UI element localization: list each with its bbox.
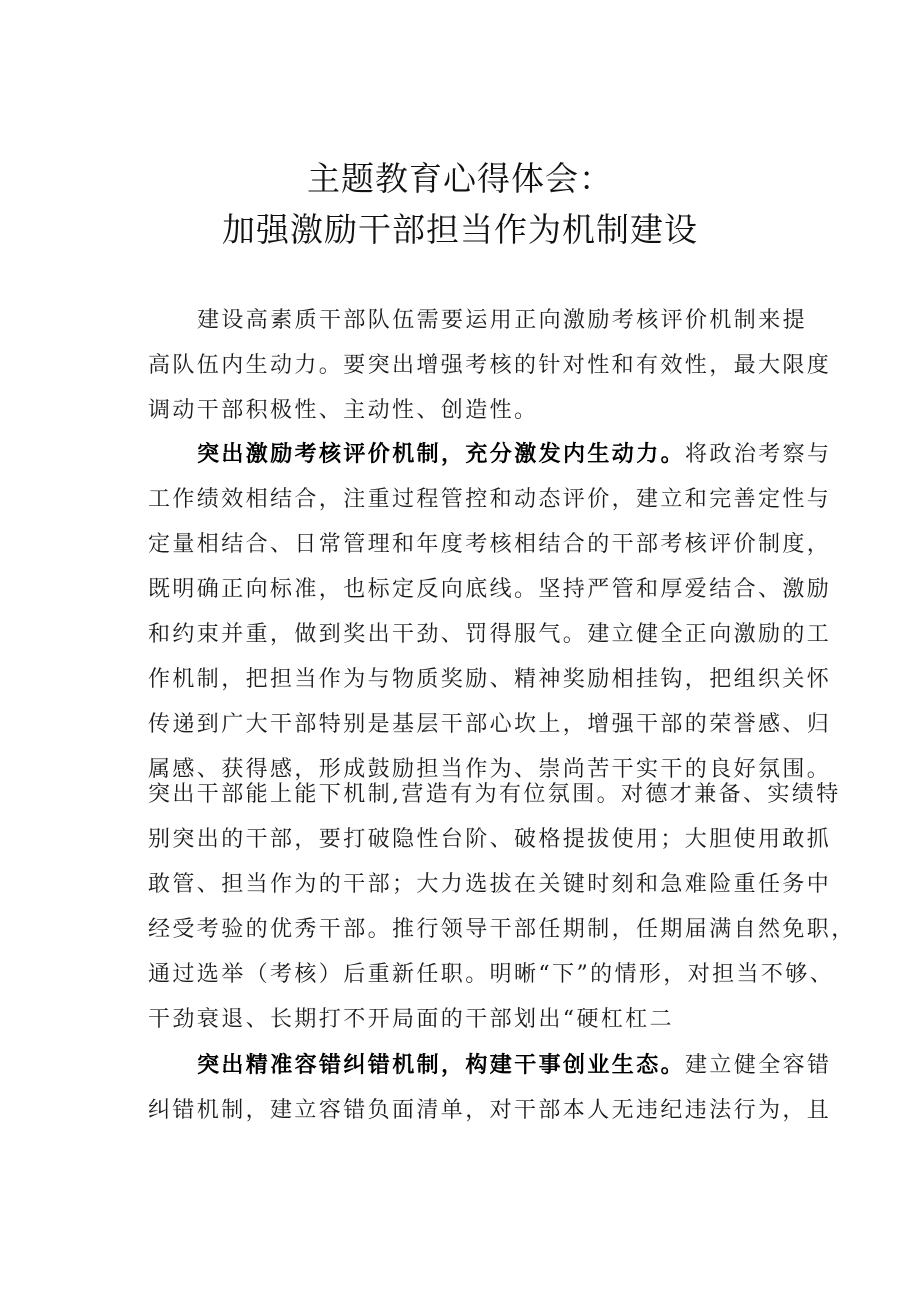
text-line	[148, 432, 832, 477]
text-line: 干劲衰退、长期打不开局面的干部划出“硬杠杠二	[148, 1007, 675, 1032]
paragraph-lead-heading: 突出精准容错纠错机制，构建干事创业生态。	[197, 1052, 686, 1078]
paragraph-error-tolerance	[148, 1043, 832, 1133]
text-line: 和约束并重，做到奖出干劲、罚得服气。建立健全正向激励的工	[148, 622, 832, 647]
text-run: 建立健全容错	[685, 1053, 832, 1078]
text-line: 经受考验的优秀干部。推行领导干部任期制，任期届满自然免职，	[148, 917, 856, 942]
text-line: 建设高素质干部队伍需要运用正向激励考核评价机制来提	[197, 308, 808, 333]
text-line: 传递到广大干部特别是基层干部心坎上，增强干部的荣誉感、归	[148, 712, 832, 737]
text-line: 工作绩效相结合，注重过程管控和动态评价，建立和完善定性与	[148, 487, 832, 512]
paragraph-lead-heading: 突出激励考核评价机制，充分激发内生动力。	[197, 441, 686, 467]
text-line: 纠错机制，建立容错负面清单，对干部本人无违纪违法行为，且	[148, 1098, 832, 1123]
text-line: 突出干部能上能下机制,营造有为有位氛围。对德才兼备、实绩特	[148, 782, 841, 807]
text-line: 调动干部积极性、主动性、创造性。	[148, 398, 539, 423]
paragraph-incentive-assessment	[148, 432, 832, 792]
text-line: 敢管、担当作为的干部；大力选拔在关键时刻和急难险重任务中	[148, 872, 832, 897]
text-line: 属感、获得感，形成鼓励担当作为、崇尚苦干实干的良好氛围。	[148, 757, 832, 782]
text-line: 高队伍内生动力。要突出增强考核的针对性和有效性，最大限度	[148, 353, 832, 378]
text-line: 定量相结合、日常管理和年度考核相结合的干部考核评价制度，	[148, 532, 832, 557]
document-title-line-2: 加强激励干部担当作为机制建设	[222, 210, 698, 249]
text-line: 通过选举（考核）后重新任职。明晰“下”的情形，对担当不够、	[148, 962, 835, 987]
text-line: 作机制，把担当作为与物质奖励、精神奖励相挂钩，把组织关怀	[148, 667, 832, 692]
document-title-line-1: 主题教育心得体会：	[307, 159, 613, 198]
text-line: 既明确正向标准，也标定反向底线。坚持严管和厚爱结合、激励	[148, 577, 832, 602]
text-run: 将政治考察与	[685, 442, 832, 467]
paragraph-intro	[148, 298, 832, 433]
paragraph-promotion-demotion	[148, 772, 856, 1042]
text-line: 别突出的干部，要打破隐性台阶、破格提拔使用；大胆使用敢抓	[148, 827, 832, 852]
text-line	[148, 1043, 832, 1088]
